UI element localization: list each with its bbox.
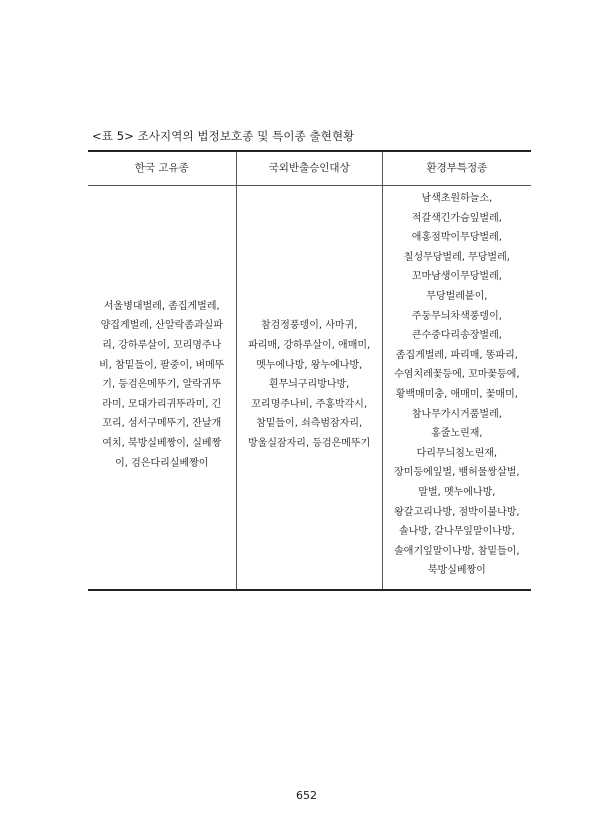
species-line: 솔나방, 갈나무잎말이나방, [398,526,515,538]
species-line: 큰수중다리송장벌레, [411,330,502,342]
table-header-row [88,151,531,186]
species-line: 솔애기잎말이나방, 참밑들이, [394,545,520,557]
species-line: 참밑들이, 쇠측범잠자리, [256,418,363,430]
species-line: 기, 등검은메뚜기, 알락귀뚜 [102,379,222,391]
species-line: 적갈색긴가슴잎벌레, [411,212,502,224]
species-line: 좀집게벌레, 파리매, 똥파리, [395,349,518,361]
species-line: 양집게벌레, 산알락좀과실파 [100,320,223,332]
cell-export-approval [236,186,382,590]
species-line: 꼬리명주나비, 주홍박각시, [251,398,368,410]
species-line: 꼬리, 섬서구메뚜기, 잔날개 [102,418,222,430]
species-line: 비, 참밑들이, 팔중이, 벼메뚜 [99,359,225,371]
page-number: 652 [296,789,317,802]
species-line: 남색초원하늘소, [421,193,493,204]
header-korean-endemic: 한국 고유종 [88,151,236,186]
species-line: 여치, 북방실베짱이, 실베짱 [102,437,222,449]
species-line: 꼬마남생이무당벌레, [411,271,502,283]
species-line: 수염치레꽃등에, 꼬마꽃등에, [394,369,520,381]
species-line: 참검정풍뎅이, 사마귀, [260,320,358,332]
species-line: 서울병대벌레, 좀집게벌레, [103,300,220,312]
header-export-approval: 국외반출승인대상 [236,151,382,186]
species-line: 주둥무늬차색풍뎅이, [411,310,502,322]
species-table [88,150,531,591]
species-line: 무당벌레붙이, [426,290,488,302]
species-line: 홍줄노린재, [431,428,483,440]
species-line: 파리매, 강하루살이, 애매미, [248,339,371,351]
species-line: 방울실잠자리, 등검은메뚜기 [248,437,371,449]
species-line: 장미등에잎벌, 뱀허물쌍살벌, [394,467,520,479]
species-line: 참나무가시거품벌레, [411,408,502,420]
header-ministry-designated: 환경부특정종 [382,151,531,186]
species-line: 애홍점박이무당벌레, [411,232,502,244]
species-line: 흰무늬구리방나방, [268,379,350,391]
species-line: 이, 검은다리실베짱이 [115,457,209,469]
table-caption: <표 5> 조사지역의 법정보호종 및 특이종 출현현황 [92,129,355,143]
table-row [88,186,531,590]
cell-korean-endemic [88,186,236,590]
species-line: 북방실베짱이 [427,565,486,577]
species-line: 리, 강하루살이, 꼬리명주나 [102,339,222,351]
species-line: 다리무늬침노린재, [416,447,498,459]
species-line: 칠성무당벌레, 무당벌레, [403,251,510,263]
species-line: 황백매미충, 애매미, 꽃매미, [395,388,518,400]
cell-ministry-designated [382,186,531,590]
species-line: 라미, 모대가리귀뚜라미, 긴 [102,398,222,410]
species-line: 말벌, 멧누에나방, [418,486,496,498]
species-line: 멧누에나방, 왕누에나방, [256,359,363,371]
species-line: 왕갈고리나방, 점박이불나방, [394,506,520,518]
